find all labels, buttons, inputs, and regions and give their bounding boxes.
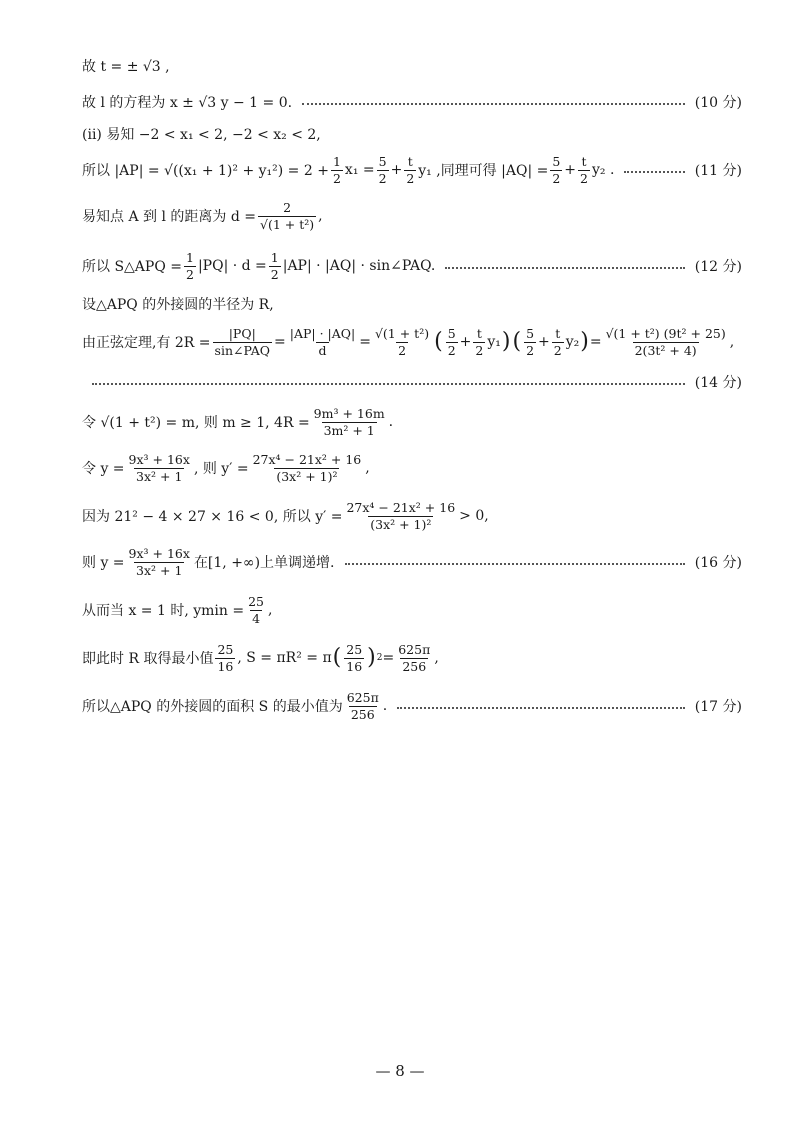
denominator: 2 (553, 342, 562, 358)
line-post: , (318, 208, 323, 225)
fraction (258, 200, 316, 232)
denominator: 16 (346, 658, 363, 674)
line-text: 设△APQ 的外接圆的半径为 R, (82, 297, 274, 313)
line-text: 故 l 的方程为 x ± √3 y − 1 = 0. (82, 95, 293, 111)
numerator: 1 (332, 154, 341, 169)
line-pre: 所以 S△APQ = (82, 259, 182, 276)
fraction (404, 154, 416, 186)
line-post: , (729, 334, 735, 351)
denominator: 2 (186, 266, 194, 282)
fraction (446, 326, 458, 358)
numerator: 25 (217, 642, 234, 657)
line-pre: 令 √(1 + t²) = m, 则 m ≥ 1, 4R = (82, 415, 310, 432)
numerator: 9x³ + 16x (128, 546, 190, 561)
numerator: 625π (346, 690, 379, 705)
fraction (127, 452, 192, 484)
solution-line-6 (82, 250, 742, 282)
solution-line-10 (82, 406, 742, 438)
right-paren: ) (501, 329, 511, 355)
solution-line-8 (82, 326, 742, 358)
fraction (473, 326, 485, 358)
dot-leader (624, 171, 684, 173)
dot-leader (445, 267, 684, 269)
solution-line-1 (82, 56, 742, 76)
fraction (396, 642, 432, 674)
denominator: 3m² + 1 (323, 422, 375, 438)
line-mid: + (390, 162, 403, 179)
score-label: (10 分) (694, 95, 742, 111)
fraction (344, 500, 457, 532)
equals-sign: = (274, 334, 286, 351)
score-label: (17 分) (694, 699, 742, 716)
numerator: √(1 + t²) (374, 326, 430, 341)
score-label: (12 分) (694, 259, 742, 276)
numerator: 27x⁴ − 21x² + 16 (346, 500, 456, 515)
denominator: 2 (332, 170, 341, 186)
numerator: √(1 + t²) (9t² + 25) (605, 326, 726, 341)
var-y1: y₁ (487, 334, 501, 351)
line-mid: x₁ = (344, 162, 375, 179)
line-post: y₁ ,同理可得 |AQ| = (418, 163, 549, 180)
line-pre: 因为 21² − 4 × 27 × 16 < 0, 所以 y′ = (82, 509, 343, 526)
fraction (215, 642, 235, 674)
dot-leader (302, 103, 685, 105)
solution-line-5 (82, 200, 742, 232)
numerator: 5 (552, 154, 561, 169)
denominator: 256 (402, 658, 427, 674)
denominator: (3x² + 1)² (276, 468, 338, 484)
equals-sign: = (382, 650, 395, 667)
fraction (184, 250, 196, 282)
solution-line-14 (82, 594, 742, 626)
denominator: 16 (217, 658, 234, 674)
denominator: (3x² + 1)² (370, 516, 432, 532)
dot-leader (345, 563, 685, 565)
left-paren: ( (434, 329, 443, 355)
solution-line-11 (82, 452, 742, 484)
numerator: 1 (186, 250, 194, 265)
fraction (377, 154, 389, 186)
var-y2: y₂ (565, 334, 580, 351)
numerator: 25 (346, 642, 363, 657)
score-label: (11 分) (694, 163, 742, 180)
denominator: 2 (447, 342, 456, 358)
numerator: 9x³ + 16x (128, 452, 190, 467)
line-post: , (365, 460, 370, 477)
fraction (373, 326, 431, 358)
numerator: 625π (398, 642, 431, 657)
numerator: t (581, 154, 587, 169)
denominator: 2 (552, 170, 561, 186)
denominator: 3x² + 1 (136, 562, 183, 578)
line-post: , (434, 650, 439, 667)
page-number: — 8 — (375, 1062, 425, 1080)
fraction (251, 452, 364, 484)
solution-line-13 (82, 546, 742, 578)
fraction (127, 546, 192, 578)
line-pre: 所以 |AP| = √((x₁ + 1)² + y₁²) = 2 + (82, 163, 329, 180)
solution-line-15 (82, 642, 742, 674)
denominator: 256 (350, 706, 375, 722)
solution-line-12 (82, 500, 742, 532)
dot-leader (397, 707, 685, 709)
numerator: 2 (283, 200, 292, 215)
solution-line-9 (92, 372, 742, 392)
denominator: 2 (270, 266, 279, 282)
numerator: 5 (378, 154, 387, 169)
solution-line-7 (82, 294, 742, 314)
right-paren: ) (367, 645, 376, 671)
numerator: 27x⁴ − 21x² + 16 (252, 452, 362, 467)
numerator: 1 (270, 250, 279, 265)
line-text: (ⅱ) 易知 −2 < x₁ < 2, −2 < x₂ < 2, (82, 127, 321, 143)
line-post: . (382, 698, 388, 715)
right-paren: ) (580, 329, 589, 355)
line-text: 故 t = ± √3 , (82, 59, 170, 75)
denominator: 2 (398, 342, 407, 358)
left-paren: ( (332, 645, 342, 671)
fraction (288, 326, 357, 358)
denominator: 2(3t² + 4) (634, 342, 697, 358)
numerator: |PQ| (228, 326, 256, 341)
line-mid: + (564, 162, 577, 179)
numerator: 5 (447, 326, 456, 341)
denominator: 2 (580, 170, 588, 186)
fraction (331, 154, 343, 186)
solution-line-3 (82, 124, 742, 144)
fraction (344, 642, 364, 674)
exponent: 2 (376, 653, 383, 664)
equals-sign: = (589, 334, 602, 351)
denominator: 3x² + 1 (136, 468, 183, 484)
plus-sign: + (538, 334, 550, 351)
line-pre: 易知点 A 到 l 的距离为 d = (82, 209, 256, 226)
denominator: √(1 + t²) (259, 216, 315, 232)
line-post: > 0, (459, 508, 489, 525)
fraction (524, 326, 536, 358)
fraction (246, 594, 266, 626)
fraction (312, 406, 387, 438)
fraction (550, 154, 562, 186)
plus-sign: + (459, 334, 472, 351)
line-pre: 则 y = (82, 555, 125, 572)
denominator: 2 (475, 342, 484, 358)
dot-leader (92, 383, 685, 385)
numerator: 9m³ + 16m (313, 406, 385, 421)
line-post: . (388, 414, 394, 431)
line-post: 在[1, +∞)上单调递增. (193, 555, 335, 572)
numerator: 25 (248, 594, 264, 609)
solution-line-4 (82, 154, 742, 186)
fraction (578, 154, 590, 186)
fraction (345, 690, 381, 722)
denominator: d (318, 342, 327, 358)
line-pre: 由正弦定理,有 2R = (82, 335, 211, 352)
numerator: t (407, 154, 413, 169)
numerator: |AP| · |AQ| (289, 326, 356, 341)
score-label: (16 分) (694, 555, 742, 572)
numerator: 5 (526, 326, 535, 341)
line-pre: 所以△APQ 的外接圆的面积 S 的最小值为 (82, 699, 343, 716)
numerator: t (555, 326, 561, 341)
line-post: , (268, 602, 273, 619)
line-pre: 令 y = (82, 461, 125, 478)
line-mid: , 则 y′ = (193, 461, 249, 478)
fraction (604, 326, 728, 358)
score-label: (14 分) (694, 375, 742, 391)
line-pre: 从而当 x = 1 时, ymin = (82, 603, 245, 620)
denominator: 4 (252, 610, 261, 626)
numerator: t (476, 326, 482, 341)
fraction (269, 250, 281, 282)
equals-sign: = (359, 334, 371, 351)
fraction (213, 326, 272, 358)
line-mid: |PQ| · d = (197, 258, 267, 275)
line-post: |AP| · |AQ| · sin∠PAQ. (282, 258, 436, 275)
denominator: 2 (526, 342, 535, 358)
denominator: 2 (406, 170, 415, 186)
solution-line-16 (82, 690, 742, 722)
denominator: 2 (378, 170, 387, 186)
line-mid: , S = πR² = π (237, 650, 332, 667)
solution-line-2 (82, 92, 742, 112)
left-paren: ( (512, 329, 522, 355)
denominator: sin∠PAQ (214, 342, 271, 358)
fraction (552, 326, 564, 358)
line-post: y₂ . (591, 162, 615, 179)
line-pre: 即此时 R 取得最小值 (82, 651, 214, 668)
